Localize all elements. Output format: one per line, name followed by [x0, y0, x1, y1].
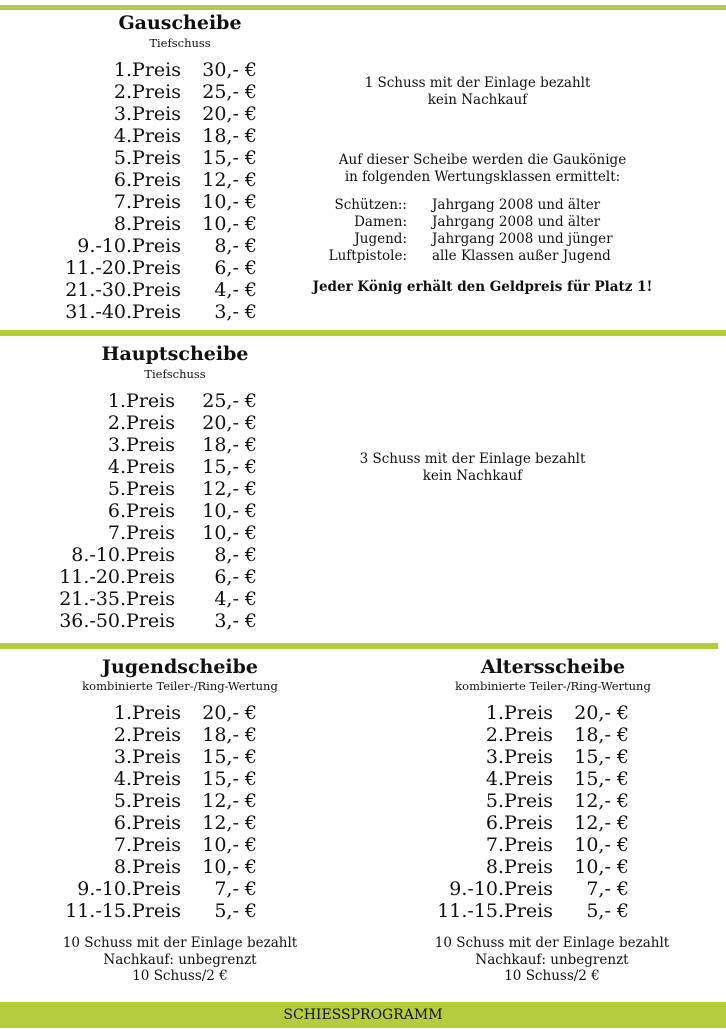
- hauptscheibe-prize-list: [0, 390, 257, 632]
- prize-rank: 11.-20.Preis: [65, 257, 181, 279]
- prize-amount: 12,- €: [574, 812, 629, 834]
- prize-amount: 15,- €: [202, 456, 257, 478]
- prize-rank: 4.Preis: [485, 768, 553, 790]
- prize-row: [0, 522, 257, 544]
- prize-rank: 7.Preis: [113, 191, 181, 213]
- prize-row: [0, 191, 257, 213]
- prize-amount: 12,- €: [574, 790, 629, 812]
- prize-amount: 25,- €: [202, 390, 257, 412]
- altersscheibe-subtitle: kombinierte Teiler-/Ring-Wertung: [455, 679, 651, 693]
- prize-row: [0, 478, 257, 500]
- jugendscheibe-note-line-2: Nachkauf: unbegrenzt: [103, 951, 257, 968]
- prize-rank: 9.-10.Preis: [77, 878, 181, 900]
- prize-rank: 3.Preis: [107, 434, 175, 456]
- gauscheibe-info-line-1: Auf dieser Scheibe werden die Gaukönige: [338, 152, 627, 168]
- prize-row: [0, 566, 257, 588]
- prize-amount: 18,- €: [202, 125, 257, 147]
- class-name: Damen:: [354, 214, 407, 230]
- altersscheibe-prize-list: [0, 702, 629, 922]
- prize-row: [0, 588, 257, 610]
- prize-amount: 7,- €: [214, 878, 257, 900]
- prize-amount: 15,- €: [574, 768, 629, 790]
- class-row: [322, 231, 613, 248]
- prize-row: [0, 412, 257, 434]
- gauscheibe-king-info: [300, 152, 665, 185]
- gauscheibe-prize-list: [0, 59, 257, 323]
- prize-row: [0, 610, 257, 632]
- prize-rank: 6.Preis: [107, 500, 175, 522]
- class-name: Luftpistole:: [328, 248, 407, 264]
- class-row: [322, 214, 613, 231]
- prize-amount: 25,- €: [202, 81, 257, 103]
- prize-row: [0, 125, 257, 147]
- gauscheibe-subtitle: Tiefschuss: [149, 36, 211, 50]
- prize-rank: 6.Preis: [113, 169, 181, 191]
- prize-amount: 10,- €: [202, 213, 257, 235]
- gauscheibe-king-prize-note: Jeder König erhält den Geldpreis für Platz 1!: [312, 279, 653, 295]
- prize-rank: 2.Preis: [107, 412, 175, 434]
- jugendscheibe-title: Jugendscheibe: [101, 656, 259, 678]
- prize-rank: 2.Preis: [485, 724, 553, 746]
- prize-rank: 4.Preis: [113, 125, 181, 147]
- prize-rank: 4.Preis: [113, 768, 181, 790]
- gauscheibe-note-line-1: 1 Schuss mit der Einlage bezahlt: [364, 75, 591, 91]
- hauptscheibe-title: Hauptscheibe: [101, 343, 249, 365]
- prize-amount: 4,- €: [214, 279, 257, 301]
- prize-row: [0, 746, 629, 768]
- prize-amount: 12,- €: [202, 169, 257, 191]
- prize-rank: 7.Preis: [113, 834, 181, 856]
- prize-amount: 5,- €: [214, 900, 257, 922]
- prize-amount: 12,- €: [202, 812, 257, 834]
- prize-row: [0, 279, 257, 301]
- class-desc: Jahrgang 2008 und jünger: [432, 231, 613, 247]
- prize-amount: 6,- €: [214, 566, 257, 588]
- prize-rank: 21.-30.Preis: [65, 279, 181, 301]
- prize-row: [0, 768, 629, 790]
- prize-row: [0, 103, 257, 125]
- altersscheibe-shot-note: [392, 935, 712, 985]
- altersscheibe-note-line-3: 10 Schuss/2 €: [504, 968, 600, 984]
- class-name: Jugend:: [354, 231, 407, 247]
- prize-amount: 8,- €: [214, 544, 257, 566]
- prize-amount: 4,- €: [214, 588, 257, 610]
- prize-row: [0, 812, 629, 834]
- prize-rank: 2.Preis: [113, 81, 181, 103]
- prize-rank: 4.Preis: [107, 456, 175, 478]
- prize-row: [0, 59, 257, 81]
- altersscheibe-note-line-1: 10 Schuss mit der Einlage bezahlt: [434, 935, 670, 951]
- divider-bar-2: [0, 643, 718, 649]
- prize-amount: 5,- €: [586, 900, 629, 922]
- prize-amount: 18,- €: [574, 724, 629, 746]
- prize-rank: 8.Preis: [485, 856, 553, 878]
- prize-row: [0, 81, 257, 103]
- prize-rank: 5.Preis: [107, 478, 175, 500]
- prize-rank: 9.-10.Preis: [449, 878, 553, 900]
- hauptscheibe-note-line-2: kein Nachkauf: [422, 467, 523, 484]
- prize-amount: 20,- €: [574, 702, 629, 724]
- prize-amount: 15,- €: [574, 746, 629, 768]
- gauscheibe-title: Gauscheibe: [118, 12, 242, 34]
- prize-row: [0, 790, 629, 812]
- class-name: Schützen::: [334, 197, 407, 213]
- prize-row: [0, 702, 629, 724]
- prize-row: [0, 147, 257, 169]
- prize-amount: 18,- €: [202, 724, 257, 746]
- prize-amount: 6,- €: [214, 257, 257, 279]
- prize-amount: 20,- €: [202, 412, 257, 434]
- prize-row: [0, 856, 629, 878]
- prize-rank: 5.Preis: [113, 147, 181, 169]
- prize-rank: 8.Preis: [113, 213, 181, 235]
- prize-amount: 7,- €: [586, 878, 629, 900]
- prize-rank: 3.Preis: [113, 103, 181, 125]
- prize-rank: 3.Preis: [485, 746, 553, 768]
- prize-amount: 15,- €: [202, 147, 257, 169]
- prize-row: [0, 834, 629, 856]
- prize-rank: 11.-15.Preis: [437, 900, 553, 922]
- class-desc: Jahrgang 2008 und älter: [432, 197, 601, 213]
- prize-amount: 10,- €: [202, 834, 257, 856]
- prize-rank: 3.Preis: [113, 746, 181, 768]
- class-row: [322, 197, 613, 214]
- prize-amount: 8,- €: [214, 235, 257, 257]
- prize-row: [0, 544, 257, 566]
- gauscheibe-class-table: [322, 197, 613, 265]
- prize-amount: 10,- €: [574, 856, 629, 878]
- prize-amount: 10,- €: [202, 191, 257, 213]
- prize-rank: 1.Preis: [107, 390, 175, 412]
- prize-rank: 1.Preis: [113, 702, 181, 724]
- prize-row: [0, 456, 257, 478]
- footer-label: SCHIESSPROGRAMM: [283, 1007, 443, 1023]
- hauptscheibe-shot-note: [295, 451, 650, 484]
- prize-amount: 15,- €: [202, 768, 257, 790]
- prize-amount: 20,- €: [202, 103, 257, 125]
- gauscheibe-note-line-2: kein Nachkauf: [427, 91, 528, 108]
- class-row: [322, 248, 613, 265]
- prize-amount: 10,- €: [202, 522, 257, 544]
- prize-amount: 12,- €: [202, 790, 257, 812]
- jugendscheibe-note-line-3: 10 Schuss/2 €: [132, 968, 228, 984]
- prize-rank: 5.Preis: [113, 790, 181, 812]
- prize-row: [0, 900, 629, 922]
- class-desc: alle Klassen außer Jugend: [432, 248, 611, 264]
- jugendscheibe-subtitle: kombinierte Teiler-/Ring-Wertung: [82, 679, 278, 693]
- prize-amount: 12,- €: [202, 478, 257, 500]
- divider-bar-1: [0, 330, 726, 336]
- prize-rank: 11.-20.Preis: [59, 566, 175, 588]
- prize-amount: 20,- €: [202, 702, 257, 724]
- jugendscheibe-note-line-1: 10 Schuss mit der Einlage bezahlt: [62, 935, 298, 951]
- prize-amount: 3,- €: [214, 610, 257, 632]
- prize-amount: 3,- €: [214, 301, 257, 323]
- jugendscheibe-shot-note: [20, 935, 340, 985]
- prize-row: [0, 257, 257, 279]
- top-divider-bar: [0, 5, 726, 10]
- prize-amount: 10,- €: [202, 500, 257, 522]
- prize-row: [0, 169, 257, 191]
- prize-amount: 30,- €: [202, 59, 257, 81]
- prize-amount: 15,- €: [202, 746, 257, 768]
- prize-rank: 9.-10.Preis: [77, 235, 181, 257]
- gauscheibe-shot-note: [300, 75, 655, 108]
- prize-row: [0, 500, 257, 522]
- class-desc: Jahrgang 2008 und älter: [432, 214, 601, 230]
- prize-amount: 18,- €: [202, 434, 257, 456]
- prize-row: [0, 434, 257, 456]
- prize-rank: 1.Preis: [113, 59, 181, 81]
- prize-amount: 10,- €: [202, 856, 257, 878]
- prize-row: [0, 301, 257, 323]
- prize-rank: 7.Preis: [485, 834, 553, 856]
- prize-rank: 6.Preis: [485, 812, 553, 834]
- prize-rank: 6.Preis: [113, 812, 181, 834]
- hauptscheibe-note-line-1: 3 Schuss mit der Einlage bezahlt: [359, 451, 586, 467]
- prize-row: [0, 878, 629, 900]
- prize-rank: 8.-10.Preis: [71, 544, 175, 566]
- prize-amount: 10,- €: [574, 834, 629, 856]
- prize-row: [0, 390, 257, 412]
- hauptscheibe-subtitle: Tiefschuss: [144, 367, 206, 381]
- prize-row: [0, 213, 257, 235]
- prize-rank: 1.Preis: [485, 702, 553, 724]
- prize-rank: 36.-50.Preis: [59, 610, 175, 632]
- prize-row: [0, 724, 629, 746]
- prize-row: [0, 235, 257, 257]
- prize-rank: 7.Preis: [107, 522, 175, 544]
- gauscheibe-info-line-2: in folgenden Wertungsklassen ermittelt:: [344, 168, 621, 185]
- altersscheibe-note-line-2: Nachkauf: unbegrenzt: [475, 951, 629, 968]
- prize-rank: 8.Preis: [113, 856, 181, 878]
- prize-rank: 2.Preis: [113, 724, 181, 746]
- prize-rank: 31.-40.Preis: [65, 301, 181, 323]
- altersscheibe-title: Altersscheibe: [480, 656, 626, 678]
- prize-rank: 21.-35.Preis: [59, 588, 175, 610]
- prize-rank: 5.Preis: [485, 790, 553, 812]
- prize-rank: 11.-15.Preis: [65, 900, 181, 922]
